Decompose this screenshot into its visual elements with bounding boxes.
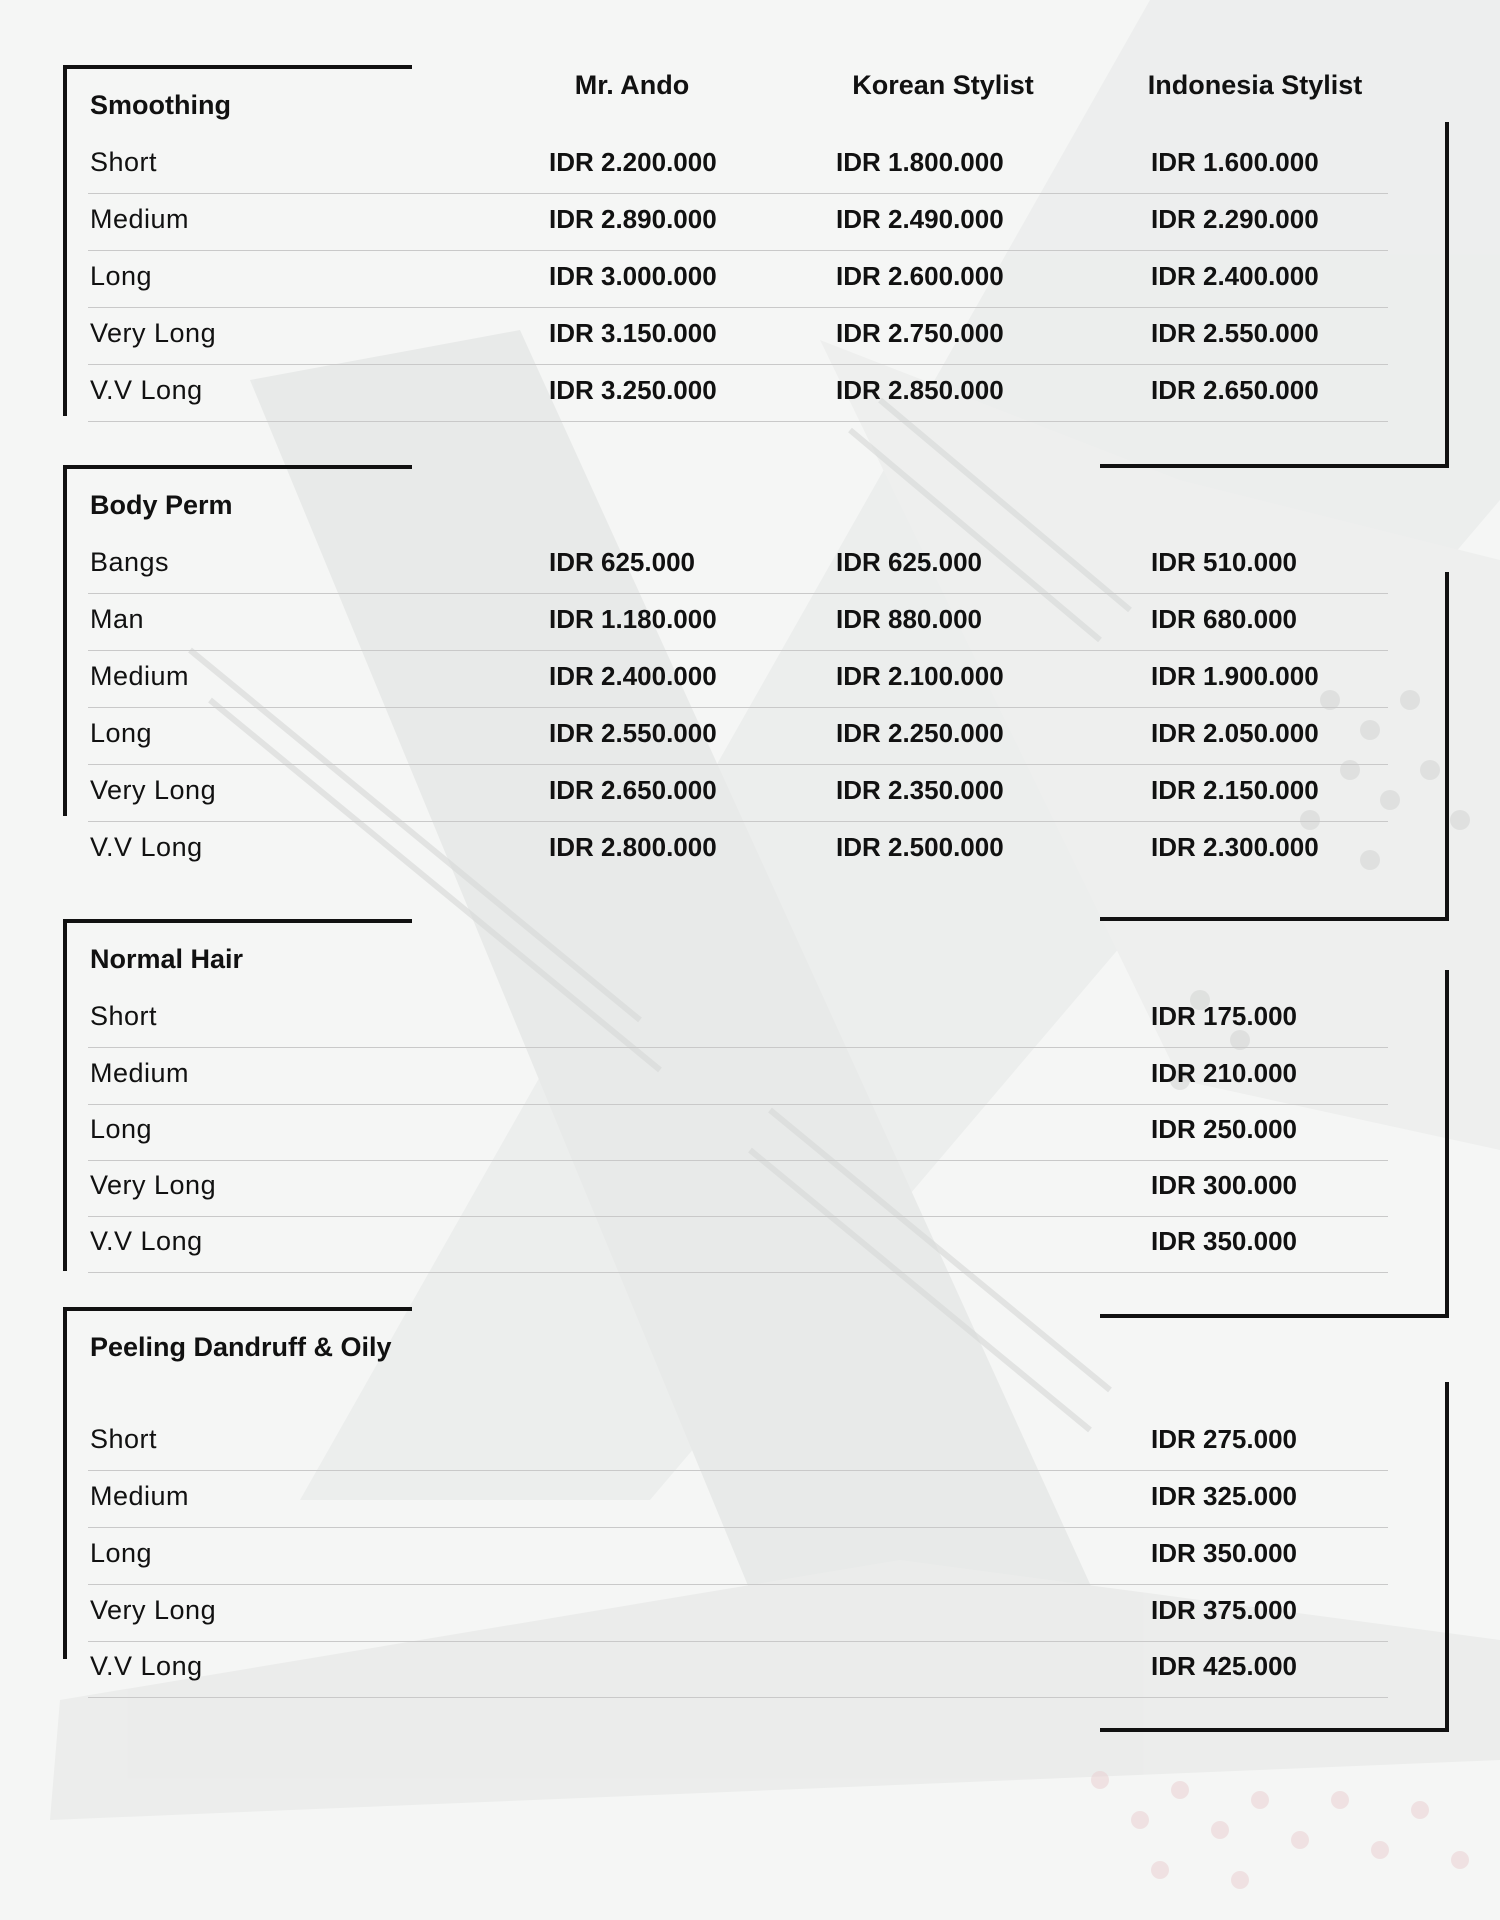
row-label: Short	[90, 147, 158, 177]
row-label: V.V Long	[90, 375, 203, 405]
column-header-korean-stylist: Korean Stylist	[852, 70, 1034, 100]
price-mr-ando: IDR 3.250.000	[549, 375, 717, 405]
price-mr-ando: IDR 3.000.000	[549, 261, 717, 291]
row-label: Medium	[90, 1481, 190, 1511]
price-korean-stylist: IDR 2.250.000	[836, 718, 1004, 748]
price-row	[88, 1414, 1388, 1471]
row-label: V.V Long	[90, 1651, 203, 1681]
price-mr-ando: IDR 2.650.000	[549, 775, 717, 805]
price-indonesia-stylist: IDR 2.400.000	[1151, 261, 1319, 291]
section-title-peeling-dandruff-oily: Peeling Dandruff & Oily	[90, 1332, 392, 1362]
row-label: Short	[90, 1001, 158, 1031]
price-mr-ando: IDR 2.800.000	[549, 832, 717, 862]
price-row	[88, 594, 1388, 651]
price-row	[88, 251, 1388, 308]
price-indonesia-stylist: IDR 2.150.000	[1151, 775, 1319, 805]
price-indonesia-stylist: IDR 680.000	[1151, 604, 1297, 634]
price-row	[88, 1585, 1388, 1642]
section-title-smoothing: Smoothing	[90, 90, 231, 120]
price-mr-ando: IDR 2.890.000	[549, 204, 717, 234]
price-korean-stylist: IDR 625.000	[836, 547, 982, 577]
row-label: Short	[90, 1424, 158, 1454]
row-label: Medium	[90, 1058, 190, 1088]
row-label: Very Long	[90, 1170, 217, 1200]
price-indonesia-stylist: IDR 2.300.000	[1151, 832, 1319, 862]
row-label: V.V Long	[90, 1226, 203, 1256]
price-korean-stylist: IDR 2.600.000	[836, 261, 1004, 291]
price-indonesia-stylist: IDR 175.000	[1151, 1001, 1297, 1031]
row-label: Very Long	[90, 1595, 217, 1625]
price-row	[88, 1641, 1388, 1698]
row-label: Long	[90, 261, 153, 291]
price-row	[88, 1048, 1388, 1105]
row-label: Long	[90, 718, 153, 748]
price-row	[88, 822, 1388, 878]
row-label: Bangs	[90, 547, 170, 577]
price-indonesia-stylist: IDR 1.900.000	[1151, 661, 1319, 691]
price-mr-ando: IDR 2.400.000	[549, 661, 717, 691]
price-korean-stylist: IDR 2.750.000	[836, 318, 1004, 348]
price-indonesia-stylist: IDR 250.000	[1151, 1114, 1297, 1144]
price-row	[88, 137, 1388, 194]
price-row	[88, 365, 1388, 422]
price-indonesia-stylist: IDR 2.650.000	[1151, 375, 1319, 405]
price-korean-stylist: IDR 2.490.000	[836, 204, 1004, 234]
price-indonesia-stylist: IDR 300.000	[1151, 1170, 1297, 1200]
column-header-mr-ando: Mr. Ando	[574, 70, 690, 100]
price-indonesia-stylist: IDR 375.000	[1151, 1595, 1297, 1625]
price-indonesia-stylist: IDR 350.000	[1151, 1538, 1297, 1568]
price-row	[88, 991, 1388, 1048]
price-mr-ando: IDR 3.150.000	[549, 318, 717, 348]
price-row	[88, 1104, 1388, 1161]
price-korean-stylist: IDR 880.000	[836, 604, 982, 634]
row-label: Very Long	[90, 775, 217, 805]
price-indonesia-stylist: IDR 350.000	[1151, 1226, 1297, 1256]
price-row	[88, 537, 1388, 594]
row-label: Long	[90, 1114, 153, 1144]
price-row	[88, 1528, 1388, 1585]
price-row	[88, 308, 1388, 365]
price-row	[88, 1216, 1388, 1273]
price-row	[88, 651, 1388, 708]
price-mr-ando: IDR 2.550.000	[549, 718, 717, 748]
row-label: Very Long	[90, 318, 217, 348]
price-indonesia-stylist: IDR 275.000	[1151, 1424, 1297, 1454]
section-title-normal-hair: Normal Hair	[90, 944, 244, 974]
price-row	[88, 765, 1388, 822]
price-row	[88, 1160, 1388, 1217]
price-indonesia-stylist: IDR 1.600.000	[1151, 147, 1319, 177]
row-label: Medium	[90, 661, 190, 691]
row-label: Medium	[90, 204, 190, 234]
price-row	[88, 1471, 1388, 1528]
price-indonesia-stylist: IDR 425.000	[1151, 1651, 1297, 1681]
price-korean-stylist: IDR 2.100.000	[836, 661, 1004, 691]
price-indonesia-stylist: IDR 2.550.000	[1151, 318, 1319, 348]
price-korean-stylist: IDR 2.500.000	[836, 832, 1004, 862]
price-indonesia-stylist: IDR 510.000	[1151, 547, 1297, 577]
row-label: Long	[90, 1538, 153, 1568]
price-indonesia-stylist: IDR 2.050.000	[1151, 718, 1319, 748]
price-korean-stylist: IDR 2.350.000	[836, 775, 1004, 805]
price-indonesia-stylist: IDR 2.290.000	[1151, 204, 1319, 234]
price-row	[88, 194, 1388, 251]
price-korean-stylist: IDR 1.800.000	[836, 147, 1004, 177]
row-label: Man	[90, 604, 145, 634]
column-header-indonesia-stylist: Indonesia Stylist	[1147, 70, 1363, 100]
price-mr-ando: IDR 2.200.000	[549, 147, 717, 177]
price-mr-ando: IDR 1.180.000	[549, 604, 717, 634]
section-title-body-perm: Body Perm	[90, 490, 233, 520]
price-mr-ando: IDR 625.000	[549, 547, 695, 577]
price-indonesia-stylist: IDR 325.000	[1151, 1481, 1297, 1511]
price-korean-stylist: IDR 2.850.000	[836, 375, 1004, 405]
price-indonesia-stylist: IDR 210.000	[1151, 1058, 1297, 1088]
price-row	[88, 708, 1388, 765]
row-label: V.V Long	[90, 832, 203, 862]
